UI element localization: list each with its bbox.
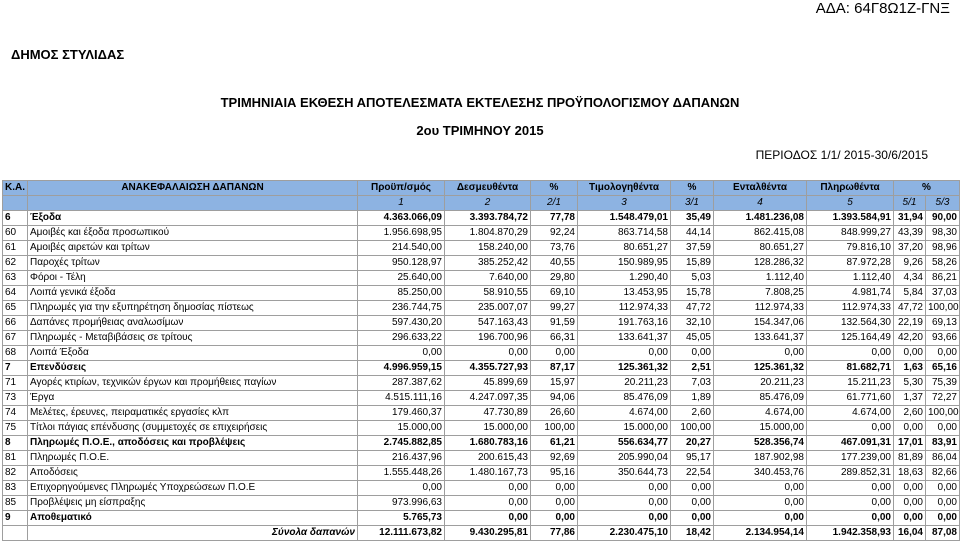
row-pct-invoiced: 15,78 [671,286,714,301]
table-row [3,481,960,496]
row-pct-committed: 0,00 [531,496,578,511]
subheader-cell: 5/1 [894,196,926,211]
row-pct-paid-budget: 81,89 [894,451,926,466]
header-pct-committed: % [531,181,578,196]
row-ordered: 1.112,40 [714,271,807,286]
row-paid: 0,00 [807,346,894,361]
row-code: 81 [3,451,28,466]
row-pct-paid-invoiced: 0,00 [926,346,960,361]
total-paid: 1.942.358,93 [807,526,894,541]
row-description: Παροχές τρίτων [28,256,358,271]
subheader-cell: 2/1 [531,196,578,211]
row-paid: 112.974,33 [807,301,894,316]
row-paid: 81.682,71 [807,361,894,376]
row-budget: 4.363.066,09 [358,211,445,226]
row-committed: 158.240,00 [445,241,531,256]
row-pct-invoiced: 20,27 [671,436,714,451]
row-pct-committed: 61,21 [531,436,578,451]
subheader-cell: 2 [445,196,531,211]
row-description: Έξοδα [28,211,358,226]
report-title: ΤΡΙΜΗΝΙΑΙΑ ΕΚΘΕΣΗ ΑΠΟΤΕΛΕΣΜΑΤΑ ΕΚΤΕΛΕΣΗΣ ΠΡΟΫΠΟΛΟΓΙΣΜΟΥ ΔΑΠΑΝΩΝ [220,95,740,110]
row-pct-paid-budget: 1,63 [894,361,926,376]
row-pct-paid-invoiced: 83,91 [926,436,960,451]
row-budget: 287.387,62 [358,376,445,391]
row-pct-committed: 0,00 [531,481,578,496]
row-ordered: 0,00 [714,481,807,496]
row-paid: 79.816,10 [807,241,894,256]
row-description: Αγορές κτιρίων, τεχνικών έργων και προμήθειες παγίων [28,376,358,391]
row-pct-committed: 73,76 [531,241,578,256]
row-committed: 0,00 [445,481,531,496]
row-pct-paid-budget: 9,26 [894,256,926,271]
row-ordered: 80.651,27 [714,241,807,256]
row-invoiced: 0,00 [578,346,671,361]
row-committed: 47.730,89 [445,406,531,421]
total-pct-paid-budget: 16,04 [894,526,926,541]
row-committed: 196.700,96 [445,331,531,346]
table-row [3,211,960,226]
row-pct-paid-budget: 22,19 [894,316,926,331]
row-paid: 0,00 [807,421,894,436]
row-committed: 1.480.167,73 [445,466,531,481]
row-invoiced: 85.476,09 [578,391,671,406]
row-pct-paid-budget: 0,00 [894,511,926,526]
table-row [3,331,960,346]
row-pct-paid-invoiced: 86,21 [926,271,960,286]
row-pct-paid-budget: 5,30 [894,376,926,391]
row-code: 85 [3,496,28,511]
row-description: Δαπάνες προμήθειας αναλωσίμων [28,316,358,331]
row-budget: 0,00 [358,346,445,361]
row-pct-invoiced: 37,59 [671,241,714,256]
row-budget: 973.996,63 [358,496,445,511]
row-budget: 296.633,22 [358,331,445,346]
row-ordered: 15.000,00 [714,421,807,436]
subheader-cell: 5/3 [926,196,960,211]
row-committed: 45.899,69 [445,376,531,391]
row-pct-invoiced: 100,00 [671,421,714,436]
row-budget: 1.956.698,95 [358,226,445,241]
header-row [3,181,960,196]
row-invoiced: 112.974,33 [578,301,671,316]
row-pct-invoiced: 44,14 [671,226,714,241]
row-committed: 547.163,43 [445,316,531,331]
table-row [3,271,960,286]
row-pct-paid-invoiced: 72,27 [926,391,960,406]
row-pct-invoiced: 22,54 [671,466,714,481]
row-pct-paid-invoiced: 0,00 [926,421,960,436]
row-ordered: 85.476,09 [714,391,807,406]
row-budget: 15.000,00 [358,421,445,436]
row-invoiced: 13.453,95 [578,286,671,301]
row-description: Έργα [28,391,358,406]
row-paid: 61.771,60 [807,391,894,406]
table-row [3,451,960,466]
table-row [3,421,960,436]
subheader-cell [3,196,28,211]
total-committed: 9.430.295,81 [445,526,531,541]
row-description: Προβλέψεις μη είσπραξης [28,496,358,511]
row-committed: 0,00 [445,496,531,511]
row-pct-paid-invoiced: 65,16 [926,361,960,376]
row-code: 66 [3,316,28,331]
row-code: 74 [3,406,28,421]
row-pct-committed: 87,17 [531,361,578,376]
row-pct-invoiced: 0,00 [671,346,714,361]
row-invoiced: 0,00 [578,511,671,526]
row-pct-invoiced: 47,72 [671,301,714,316]
row-paid: 4.981,74 [807,286,894,301]
row-invoiced: 20.211,23 [578,376,671,391]
row-budget: 4.515.111,16 [358,391,445,406]
row-invoiced: 863.714,58 [578,226,671,241]
row-pct-committed: 77,78 [531,211,578,226]
row-committed: 1.804.870,29 [445,226,531,241]
row-budget: 597.430,20 [358,316,445,331]
row-pct-invoiced: 1,89 [671,391,714,406]
row-paid: 848.999,27 [807,226,894,241]
table-row [3,226,960,241]
row-pct-invoiced: 0,00 [671,481,714,496]
row-pct-paid-invoiced: 82,66 [926,466,960,481]
row-pct-invoiced: 0,00 [671,496,714,511]
row-pct-committed: 94,06 [531,391,578,406]
row-budget: 950.128,97 [358,256,445,271]
row-committed: 3.393.784,72 [445,211,531,226]
table-row [3,301,960,316]
row-paid: 289.852,31 [807,466,894,481]
row-budget: 214.540,00 [358,241,445,256]
header-paid: Πληρωθέντα [807,181,894,196]
row-committed: 0,00 [445,346,531,361]
row-ordered: 862.415,08 [714,226,807,241]
row-description: Πληρωμές Π.Ο.Ε. [28,451,358,466]
row-pct-paid-budget: 4,34 [894,271,926,286]
row-paid: 87.972,28 [807,256,894,271]
table-row [3,466,960,481]
row-invoiced: 0,00 [578,481,671,496]
row-pct-committed: 92,69 [531,451,578,466]
row-code: 83 [3,481,28,496]
row-pct-invoiced: 35,49 [671,211,714,226]
table-row [3,361,960,376]
row-pct-paid-budget: 0,00 [894,496,926,511]
row-committed: 0,00 [445,511,531,526]
row-paid: 0,00 [807,481,894,496]
row-ordered: 7.808,25 [714,286,807,301]
header-budget: Προϋπ/σμός [358,181,445,196]
total-pct-paid-invoiced: 87,08 [926,526,960,541]
row-pct-paid-budget: 47,72 [894,301,926,316]
report-subtitle: 2ου ΤΡΙΜΗΝΟΥ 2015 [416,123,544,138]
total-budget: 12.111.673,82 [358,526,445,541]
row-pct-paid-budget: 31,94 [894,211,926,226]
row-pct-paid-budget: 0,00 [894,421,926,436]
row-pct-committed: 26,60 [531,406,578,421]
row-code: 73 [3,391,28,406]
row-pct-paid-invoiced: 37,03 [926,286,960,301]
row-pct-committed: 15,97 [531,376,578,391]
header-ordered: Ενταλθέντα [714,181,807,196]
table-row [3,436,960,451]
subheader-cell [28,196,358,211]
header-pct-paid: % [894,181,960,196]
header-committed: Δεσμευθέντα [445,181,531,196]
row-invoiced: 15.000,00 [578,421,671,436]
row-pct-paid-budget: 42,20 [894,331,926,346]
row-invoiced: 150.989,95 [578,256,671,271]
row-ordered: 154.347,06 [714,316,807,331]
row-code: 62 [3,256,28,271]
row-pct-paid-budget: 0,00 [894,346,926,361]
table-row [3,391,960,406]
row-invoiced: 1.290,40 [578,271,671,286]
row-paid: 4.674,00 [807,406,894,421]
table-row [3,496,960,511]
row-pct-paid-budget: 37,20 [894,241,926,256]
row-pct-committed: 40,55 [531,256,578,271]
row-pct-committed: 92,24 [531,226,578,241]
subheader-cell: 5 [807,196,894,211]
row-committed: 15.000,00 [445,421,531,436]
row-pct-paid-budget: 43,39 [894,226,926,241]
row-description: Αποθεματικό [28,511,358,526]
row-pct-paid-invoiced: 100,00 [926,301,960,316]
row-pct-committed: 99,27 [531,301,578,316]
row-ordered: 4.674,00 [714,406,807,421]
row-pct-invoiced: 15,89 [671,256,714,271]
row-budget: 216.437,96 [358,451,445,466]
row-budget: 0,00 [358,481,445,496]
row-pct-invoiced: 7,03 [671,376,714,391]
row-pct-paid-invoiced: 58,26 [926,256,960,271]
row-code: 61 [3,241,28,256]
row-description: Πληρωμές Π.Ο.Ε., αποδόσεις και προβλέψεις [28,436,358,451]
row-code: 9 [3,511,28,526]
row-invoiced: 80.651,27 [578,241,671,256]
row-description: Επιχορηγούμενες Πληρωμές Υποχρεώσεων Π.Ο.Ε [28,481,358,496]
row-pct-paid-budget: 5,84 [894,286,926,301]
row-budget: 25.640,00 [358,271,445,286]
row-ordered: 0,00 [714,511,807,526]
row-pct-committed: 0,00 [531,346,578,361]
row-invoiced: 133.641,37 [578,331,671,346]
row-pct-invoiced: 0,00 [671,511,714,526]
row-description: Αποδόσεις [28,466,358,481]
row-pct-committed: 0,00 [531,511,578,526]
row-pct-paid-invoiced: 0,00 [926,496,960,511]
table-row [3,316,960,331]
row-pct-paid-invoiced: 93,66 [926,331,960,346]
row-invoiced: 350.644,73 [578,466,671,481]
row-committed: 385.252,42 [445,256,531,271]
municipality-name: ΔΗΜΟΣ ΣΤΥΛΙΔΑΣ [11,47,125,62]
row-budget: 4.996.959,15 [358,361,445,376]
subheader-row [3,196,960,211]
row-pct-committed: 66,31 [531,331,578,346]
row-pct-committed: 100,00 [531,421,578,436]
row-description: Αμοιβές αιρετών και τρίτων [28,241,358,256]
row-pct-paid-invoiced: 90,00 [926,211,960,226]
row-ordered: 340.453,76 [714,466,807,481]
total-ordered: 2.134.954,14 [714,526,807,541]
row-description: Τίτλοι πάγιας επένδυσης (συμμετοχές σε επιχειρήσεις [28,421,358,436]
row-pct-paid-invoiced: 75,39 [926,376,960,391]
subheader-cell: 1 [358,196,445,211]
row-pct-committed: 95,16 [531,466,578,481]
row-ordered: 112.974,33 [714,301,807,316]
header-code: Κ.Α. [3,181,28,196]
row-committed: 200.615,43 [445,451,531,466]
row-paid: 15.211,23 [807,376,894,391]
row-pct-paid-invoiced: 0,00 [926,481,960,496]
row-ordered: 1.481.236,08 [714,211,807,226]
row-invoiced: 4.674,00 [578,406,671,421]
row-description: Αμοιβές και έξοδα προσωπικού [28,226,358,241]
row-description: Λοιπά Έξοδα [28,346,358,361]
row-committed: 235.007,07 [445,301,531,316]
row-budget: 2.745.882,85 [358,436,445,451]
table-row [3,511,960,526]
row-budget: 5.765,73 [358,511,445,526]
subheader-cell: 3/1 [671,196,714,211]
row-pct-invoiced: 45,05 [671,331,714,346]
row-pct-committed: 29,80 [531,271,578,286]
row-pct-paid-invoiced: 98,30 [926,226,960,241]
table-row [3,346,960,361]
row-committed: 7.640,00 [445,271,531,286]
row-pct-paid-budget: 18,63 [894,466,926,481]
header-invoiced: Τιμολογηθέντα [578,181,671,196]
row-paid: 132.564,30 [807,316,894,331]
row-pct-invoiced: 32,10 [671,316,714,331]
row-ordered: 20.211,23 [714,376,807,391]
row-paid: 177.239,00 [807,451,894,466]
row-ordered: 125.361,32 [714,361,807,376]
row-paid: 0,00 [807,511,894,526]
row-invoiced: 1.548.479,01 [578,211,671,226]
row-description: Φόροι - Τέλη [28,271,358,286]
subheader-cell: 4 [714,196,807,211]
row-invoiced: 205.990,04 [578,451,671,466]
row-code: 64 [3,286,28,301]
row-pct-paid-budget: 0,00 [894,481,926,496]
table-row [3,406,960,421]
row-code: 68 [3,346,28,361]
row-pct-paid-budget: 2,60 [894,406,926,421]
row-description: Πληρωμές - Μεταβιβάσεις σε τρίτους [28,331,358,346]
row-pct-paid-invoiced: 98,96 [926,241,960,256]
header-pct-invoiced: % [671,181,714,196]
row-budget: 1.555.448,26 [358,466,445,481]
row-pct-paid-invoiced: 0,00 [926,511,960,526]
row-paid: 467.091,31 [807,436,894,451]
table-row [3,376,960,391]
row-pct-paid-budget: 17,01 [894,436,926,451]
row-ordered: 128.286,32 [714,256,807,271]
report-period: ΠΕΡΙΟΔΟΣ 1/1/ 2015-30/6/2015 [755,148,928,162]
row-invoiced: 125.361,32 [578,361,671,376]
total-label: Σύνολα δαπανών [28,526,358,541]
row-committed: 4.355.727,93 [445,361,531,376]
row-budget: 236.744,75 [358,301,445,316]
row-invoiced: 0,00 [578,496,671,511]
row-code: 63 [3,271,28,286]
row-description: Επενδύσεις [28,361,358,376]
row-code: 82 [3,466,28,481]
row-code: 71 [3,376,28,391]
row-invoiced: 556.634,77 [578,436,671,451]
subheader-cell: 3 [578,196,671,211]
total-pct-committed: 77,86 [531,526,578,541]
row-budget: 179.460,37 [358,406,445,421]
row-pct-invoiced: 2,60 [671,406,714,421]
table-row [3,256,960,271]
totals-row [3,526,960,541]
row-code: 67 [3,331,28,346]
row-pct-invoiced: 95,17 [671,451,714,466]
row-paid: 1.393.584,91 [807,211,894,226]
row-pct-committed: 91,59 [531,316,578,331]
row-ordered: 0,00 [714,346,807,361]
row-committed: 1.680.783,16 [445,436,531,451]
row-ordered: 528.356,74 [714,436,807,451]
total-invoiced: 2.230.475,10 [578,526,671,541]
expenses-table [2,180,960,541]
row-pct-invoiced: 2,51 [671,361,714,376]
row-code: 8 [3,436,28,451]
row-code: 60 [3,226,28,241]
row-ordered: 187.902,98 [714,451,807,466]
total-code [3,526,28,541]
row-paid: 0,00 [807,496,894,511]
row-pct-paid-invoiced: 86,04 [926,451,960,466]
row-pct-committed: 69,10 [531,286,578,301]
table-row [3,241,960,256]
row-pct-paid-invoiced: 100,00 [926,406,960,421]
row-paid: 125.164,49 [807,331,894,346]
row-code: 7 [3,361,28,376]
row-description: Λοιπά γενικά έξοδα [28,286,358,301]
total-pct-invoiced: 18,42 [671,526,714,541]
row-code: 6 [3,211,28,226]
table-row [3,286,960,301]
row-committed: 58.910,55 [445,286,531,301]
row-budget: 85.250,00 [358,286,445,301]
row-ordered: 133.641,37 [714,331,807,346]
row-pct-paid-invoiced: 69,13 [926,316,960,331]
row-ordered: 0,00 [714,496,807,511]
row-pct-invoiced: 5,03 [671,271,714,286]
row-code: 65 [3,301,28,316]
row-invoiced: 191.763,16 [578,316,671,331]
row-committed: 4.247.097,35 [445,391,531,406]
row-description: Μελέτες, έρευνες, πειραματικές εργασίες κλπ [28,406,358,421]
ada-code: ΑΔΑ: 64Γ8Ω1Ζ-ΓΝΞ [815,0,950,17]
header-description: ΑΝΑΚΕΦΑΛΑΙΩΣΗ ΔΑΠΑΝΩΝ [28,181,358,196]
row-paid: 1.112,40 [807,271,894,286]
row-pct-paid-budget: 1,37 [894,391,926,406]
row-description: Πληρωμές για την εξυπηρέτηση δημοσίας πίστεως [28,301,358,316]
row-code: 75 [3,421,28,436]
